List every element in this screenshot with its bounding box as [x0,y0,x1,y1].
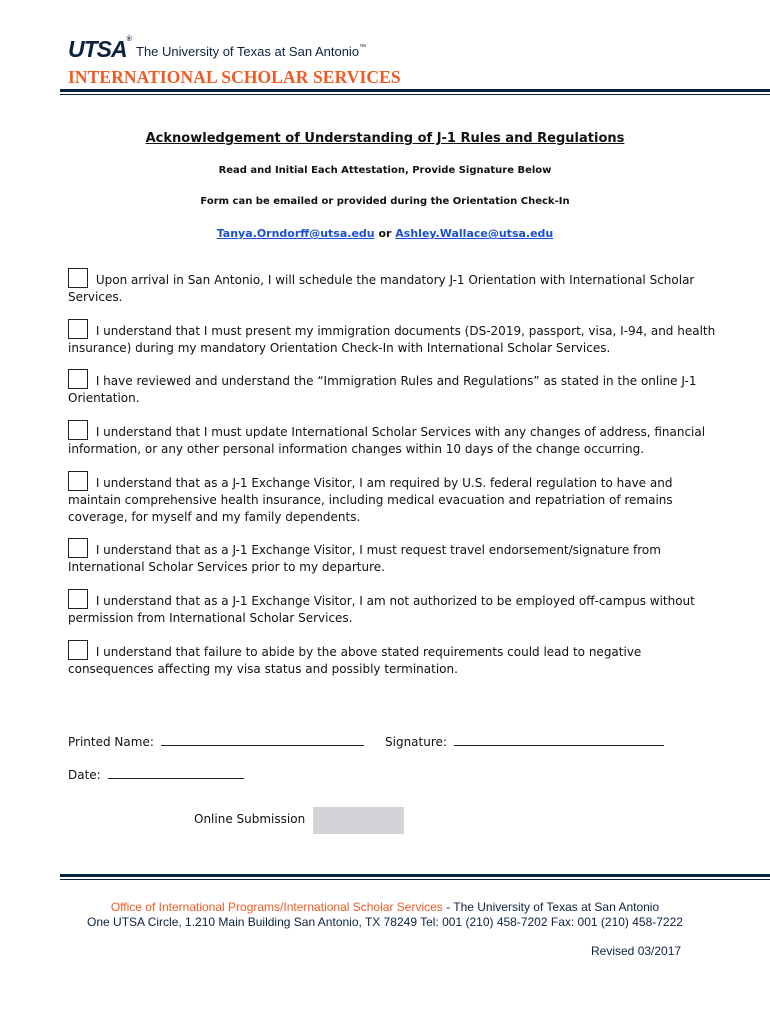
date-field[interactable] [108,766,244,779]
printed-name-field[interactable] [161,733,364,746]
footer-office-line [0,900,770,914]
initial-checkbox[interactable] [68,640,88,660]
attestation-text: I understand that I must update International Scholar Services with any changes of address, financial information, or any other personal information changes within 10 days of the change occurring. [68,425,706,456]
signature-row [385,733,664,749]
attestation-item [68,420,718,458]
email-separator: or [378,227,392,240]
contact-emails [0,227,770,240]
utsa-logo [68,36,131,63]
attestation-text: I have reviewed and understand the “Immigration Rules and Regulations” as stated in the online J-1 Orientation. [68,374,697,405]
initial-checkbox[interactable] [68,589,88,609]
university-text: The University of Texas at San Antonio [136,44,360,59]
printed-name-row [68,733,364,749]
printed-name-label: Printed Name: [68,735,154,749]
date-row [68,766,244,782]
attestation-item [68,369,718,407]
university-name [136,44,366,59]
attestation-item [68,640,718,678]
attestation-item [68,589,718,627]
trademark-mark: ™ [359,44,367,51]
footer-university: The University of Texas at San Antonio [453,900,660,914]
submission-note: Form can be emailed or provided during the Orientation Check-In [200,196,570,207]
date-label: Date: [68,768,101,782]
footer-divider [60,874,770,880]
logo-text: UTSA [68,36,127,62]
attestation-text: I understand that as a J-1 Exchange Visitor, I must request travel endorsement/signature from International Scholar Services prior to my departure. [68,543,661,574]
form-title: Acknowledgement of Understanding of J-1 Rules and Regulations [145,131,625,146]
registered-mark: ® [126,36,131,43]
initial-checkbox[interactable] [68,268,88,288]
email-link-orndorff[interactable]: Tanya.Orndorff@utsa.edu [216,227,375,240]
online-submission-button[interactable] [313,807,404,834]
initial-checkbox[interactable] [68,471,88,491]
attestation-item [68,319,718,357]
revised-date: Revised 03/2017 [591,944,682,958]
header-divider [60,89,770,95]
signature-label: Signature: [385,735,447,749]
initial-checkbox[interactable] [68,420,88,440]
email-link-wallace[interactable]: Ashley.Wallace@utsa.edu [395,227,554,240]
initial-checkbox[interactable] [68,319,88,339]
signature-field[interactable] [454,733,664,746]
attestation-text: Upon arrival in San Antonio, I will schedule the mandatory J-1 Orientation with International Scholar Services. [68,273,695,304]
attestation-text: I understand that I must present my immigration documents (DS-2019, passport, visa, I-94, and health insurance) during my mandatory Orientation Check-In with International Scholar Services. [68,324,716,355]
department-title: INTERNATIONAL SCHOLAR SERVICES [68,67,401,87]
footer-dash: - [442,900,454,914]
attestation-item [68,538,718,576]
form-instruction: Read and Initial Each Attestation, Provide Signature Below [218,165,552,176]
attestation-text: I understand that failure to abide by the above stated requirements could lead to negative consequences affecting my visa status and possibly termination. [68,645,642,676]
footer-office: Office of International Programs/International Scholar Services [110,900,443,914]
attestation-text: I understand that as a J-1 Exchange Visitor, I am not authorized to be employed off-campus without permission from International Scholar Services. [68,594,695,625]
attestation-text: I understand that as a J-1 Exchange Visitor, I am required by U.S. federal regulation to have and maintain comprehensive health insurance, including medical evacuation and repatriation of remains coverage, for myself and my family dependents. [68,476,673,524]
online-submission-label: Online Submission [194,812,306,826]
attestation-item [68,268,718,306]
initial-checkbox[interactable] [68,369,88,389]
attestation-item [68,471,718,526]
initial-checkbox[interactable] [68,538,88,558]
footer-address: One UTSA Circle, 1.210 Main Building San Antonio, TX 78249 Tel: 001 (210) 458-7202 Fax: 001 (210) 458-7222 [87,915,683,929]
